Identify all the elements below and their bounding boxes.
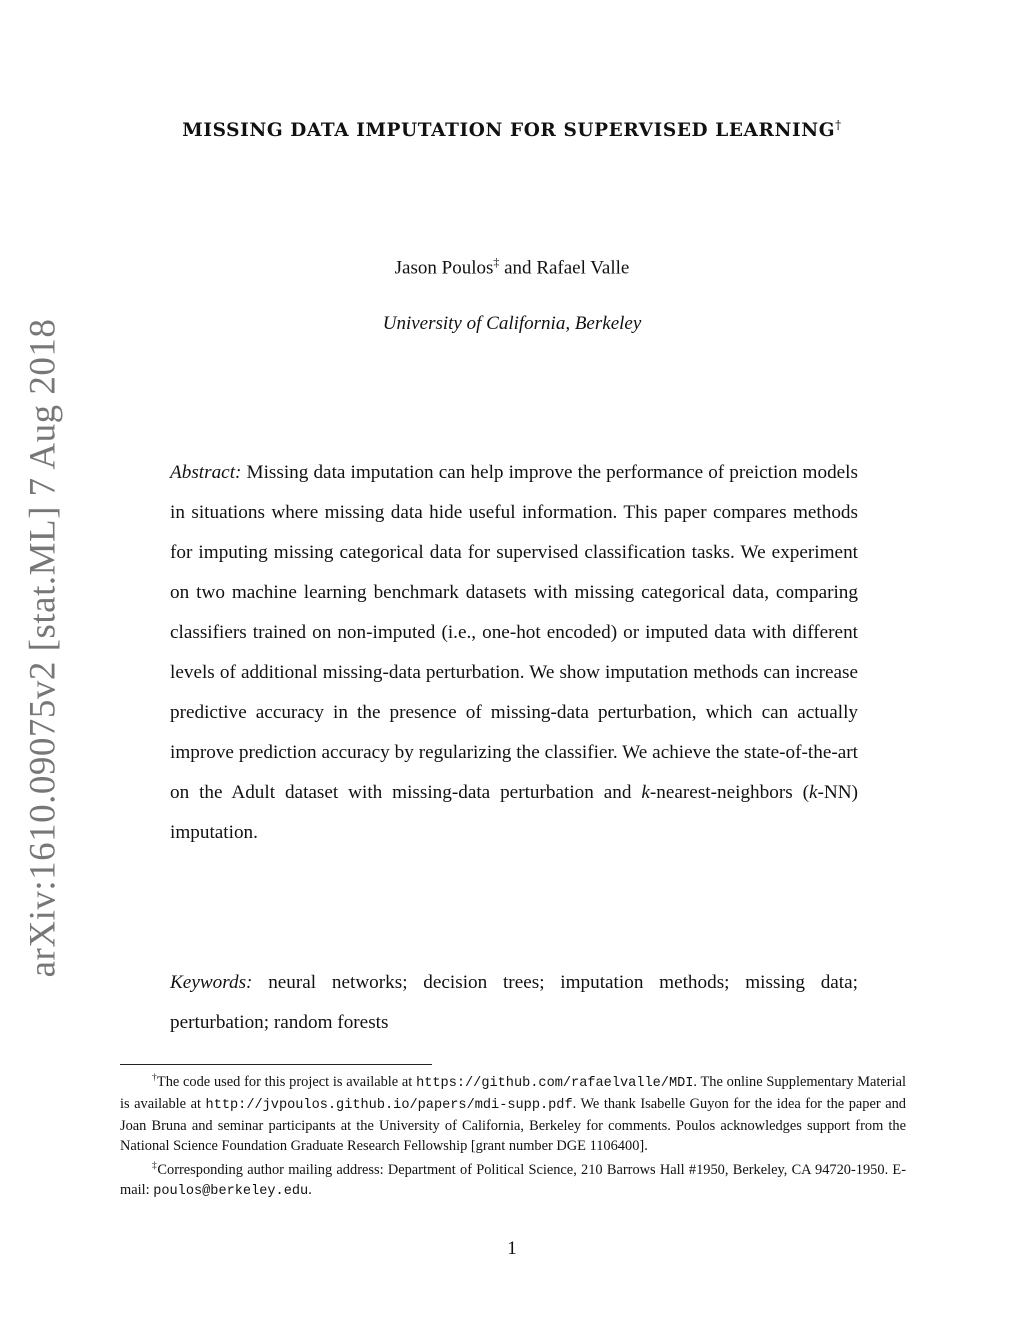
footnote-1-text-c: . We thank Isabelle Guyon for the idea for the paper and Joan Bruna and seminar participants at the University of California, Berkeley for comments. Poulos acknowledges support from the National Science Foundation Graduate Research Fellowship [grant number DGE 1106400].: [120, 1095, 906, 1154]
footnote-2-text-a: Corresponding author mailing address: Department of Political Science, 210 Barrows Hall #1950, Berkeley, CA 94720-1950. E-mail:: [120, 1161, 906, 1198]
footnotes: [120, 1068, 906, 1202]
keywords: [170, 963, 858, 1043]
footnote-1-text-a: The code used for this project is available at: [156, 1073, 417, 1090]
footnote-2-mark: ‡: [152, 1160, 158, 1171]
author-jason-poulos: Jason Poulos: [394, 257, 494, 279]
arxiv-sidebar-stamp: arXiv:1610.09075v2 [stat.ML] 7 Aug 2018: [22, 318, 64, 978]
footnote-rule: [120, 1064, 432, 1065]
author-footnote-mark: ‡: [493, 255, 500, 269]
code-repository-link[interactable]: https://github.com/rafaelvalle/MDI: [416, 1075, 694, 1091]
author-email-link[interactable]: poulos@berkeley.edu: [153, 1183, 309, 1199]
page-number: 1: [507, 1238, 517, 1259]
keywords-text: neural networks; decision trees; imputation methods; missing data; perturbation; random forests: [170, 972, 858, 1033]
paper-title-text: MISSING DATA IMPUTATION FOR SUPERVISED LEARNING: [182, 120, 836, 142]
author-connector: and: [499, 257, 537, 279]
footnote-2-text-b: .: [308, 1181, 312, 1198]
author-line: [0, 255, 1024, 279]
footnote-1: [120, 1068, 906, 1156]
footnote-2: [120, 1156, 906, 1202]
abstract-text-part3: -NN) imputation.: [170, 782, 858, 843]
author-rafael-valle: Rafael Valle: [536, 257, 630, 279]
abstract-k-variable: k: [641, 782, 650, 803]
abstract-text-part2: -nearest-neighbors (: [649, 782, 809, 803]
supplementary-material-link[interactable]: http://jvpoulos.github.io/papers/mdi-supp.pdf: [205, 1097, 573, 1113]
footnote-1-text-b: . The online Supplementary Material is available at: [120, 1073, 906, 1112]
abstract-text-part1: Missing data imputation can help improve the performance of preiction models in situations where missing data hide useful information. This paper compares methods for imputing missing categorical data for supervised classification tasks. We experiment on two machine learning benchmark datasets with missing categorical data, comparing classifiers trained on non-imputed (i.e., one-hot encoded) or imputed data with different levels of additional missing-data perturbation. We show imputation methods can increase predictive accuracy in the presence of missing-data perturbation, which can actually improve prediction accuracy by regularizing the classifier. We achieve the state-of-the-art on the Adult dataset with missing-data perturbation and: [170, 462, 858, 803]
keywords-label: Keywords:: [170, 972, 253, 993]
footnote-1-mark: †: [152, 1073, 157, 1083]
affiliation: University of California, Berkeley: [382, 313, 642, 334]
abstract-k-variable-2: k: [808, 782, 818, 803]
title-footnote-mark: †: [835, 118, 842, 132]
abstract-label: Abstract:: [170, 462, 242, 483]
abstract: [170, 453, 858, 853]
paper-title: [0, 118, 1024, 141]
